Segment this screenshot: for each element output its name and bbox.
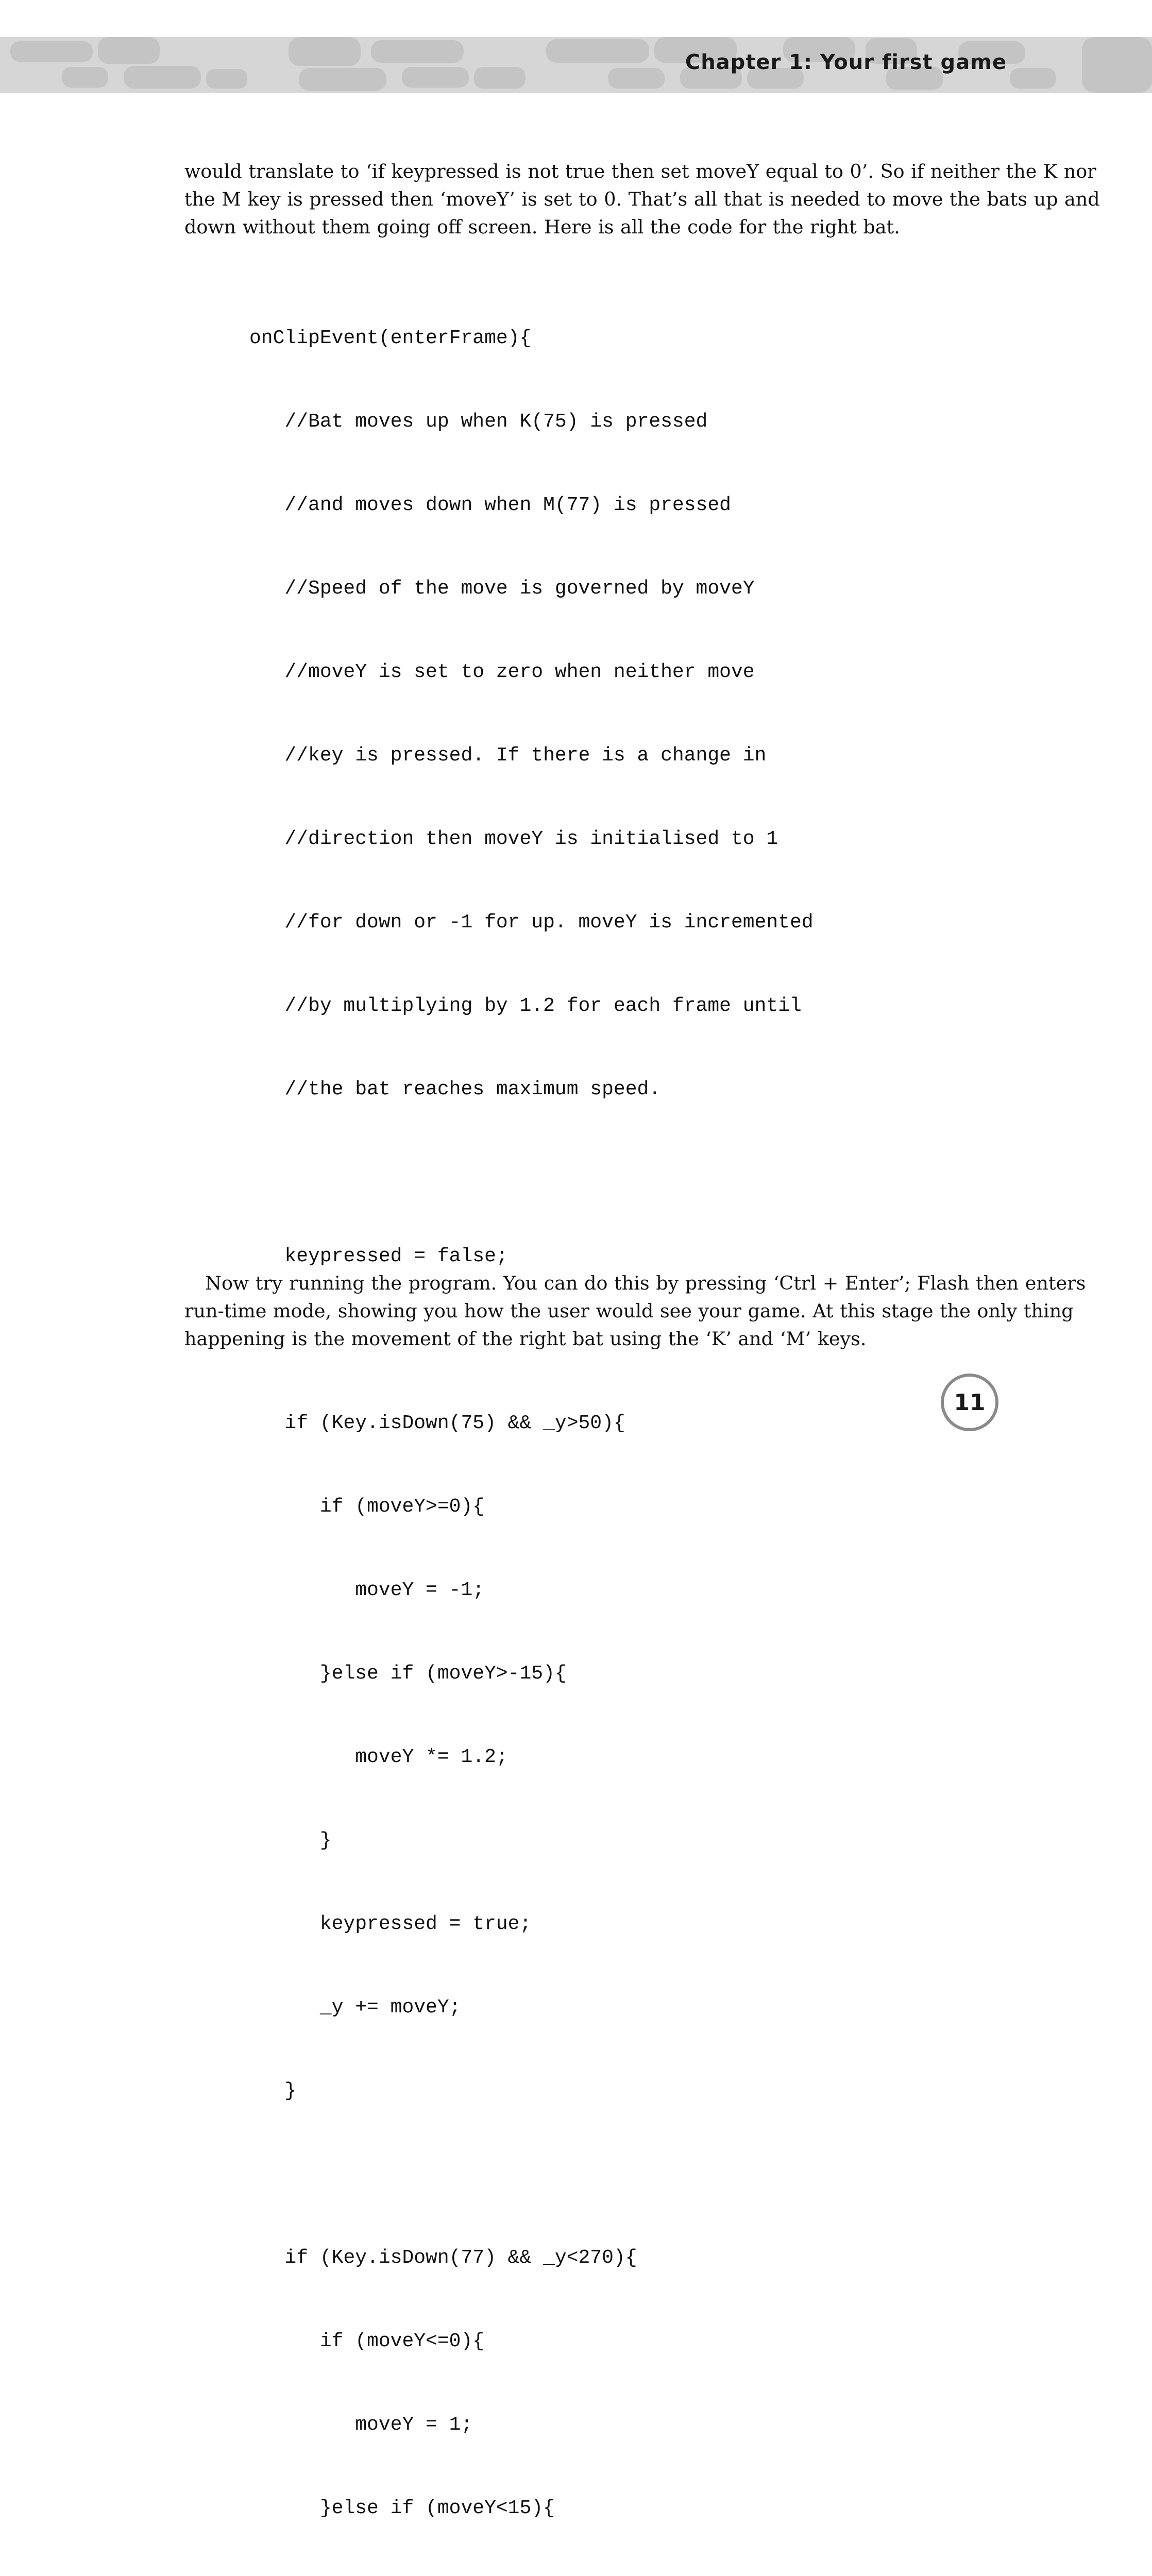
code-line: _y += moveY; xyxy=(249,1996,461,2019)
paragraph-line: would translate to ‘if keypressed is not true then set moveY equal to 0’. So if neither the K nor xyxy=(184,160,1096,182)
code-line: }else if (moveY>-15){ xyxy=(249,1663,567,1685)
code-line xyxy=(249,2161,814,2189)
code-line: moveY = -1; xyxy=(249,1579,485,1601)
paragraph-top xyxy=(184,158,1100,241)
chapter-title: Chapter 1: Your first game xyxy=(685,50,1007,74)
code-line: //key is pressed. If there is a change in xyxy=(249,744,767,767)
code-line: //the bat reaches maximum speed. xyxy=(249,1078,661,1100)
code-line: //and moves down when M(77) is pressed xyxy=(249,494,731,516)
code-line: onClipEvent(enterFrame){ xyxy=(249,327,532,349)
paragraph-line: run-time mode, showing you how the user would see your game. At this stage the only thing xyxy=(184,1300,1074,1322)
page-number-badge xyxy=(941,1374,998,1431)
code-line: }else if (moveY<15){ xyxy=(249,2497,555,2519)
paragraph-line: Now try running the program. You can do this by pressing ‘Ctrl + Enter’; Flash then enters xyxy=(205,1272,1086,1294)
code-line: moveY = 1; xyxy=(249,2414,473,2436)
code-line: keypressed = false; xyxy=(249,1245,508,1267)
code-line: keypressed = true; xyxy=(249,1913,532,1935)
code-line xyxy=(249,1159,814,1187)
paragraph-line: down without them going off screen. Here is all the code for the right bat. xyxy=(184,216,900,238)
paragraph-bottom xyxy=(184,1269,1086,1353)
code-line: //Bat moves up when K(75) is pressed xyxy=(249,411,708,433)
code-line: moveY *= 1.2; xyxy=(249,1746,508,1768)
code-line: if (Key.isDown(77) && _y<270){ xyxy=(249,2247,637,2269)
code-line: //direction then moveY is initialised to 1 xyxy=(249,828,778,850)
code-line: if (moveY<=0){ xyxy=(249,2330,485,2352)
code-line: } xyxy=(249,2080,297,2102)
code-line: //by multiplying by 1.2 for each frame until xyxy=(249,995,802,1017)
paragraph-line: happening is the movement of the right bat using the ‘K’ and ‘M’ keys. xyxy=(184,1328,867,1350)
page-number: 11 xyxy=(954,1389,986,1416)
code-line: //Speed of the move is governed by moveY xyxy=(249,578,755,600)
code-line: } xyxy=(249,1829,332,1852)
code-line: //moveY is set to zero when neither move xyxy=(249,661,755,683)
code-line: //for down or -1 for up. moveY is incremented xyxy=(249,911,814,934)
code-line: if (Key.isDown(75) && _y>50){ xyxy=(249,1412,625,1434)
paragraph-line: the M key is pressed then ‘moveY’ is set to 0. That’s all that is needed to move the bats up and xyxy=(184,188,1100,210)
code-listing xyxy=(249,269,814,2576)
code-line: if (moveY>=0){ xyxy=(249,1496,485,1518)
